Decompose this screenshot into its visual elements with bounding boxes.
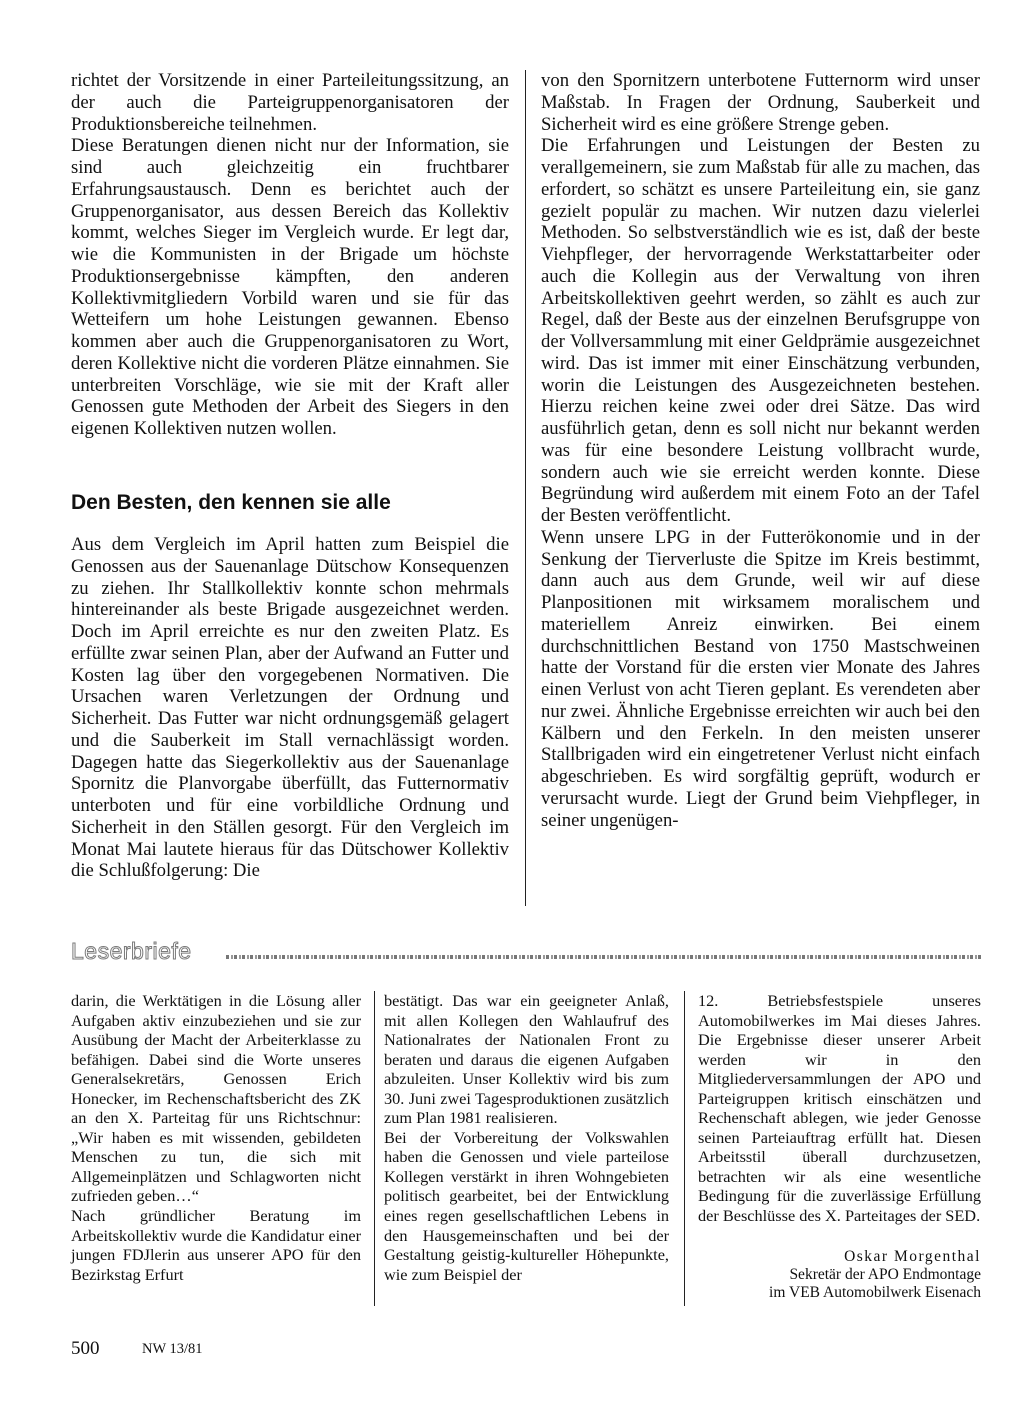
article-paragraph: richtet der Vorsitzende in einer Parteileitungssitzung, an der auch die Parteigruppenorganisatoren der Produktionsbereiche teilnehmen. (71, 70, 509, 135)
section-heading: Den Besten, den kennen sie alle (71, 491, 391, 514)
article-paragraph: von den Spornitzern unterbotene Futternorm wird unser Maßstab. In Fragen der Ordnung, Sauberkeit und Sicherheit wird es eine größere Strenge geben. (541, 70, 980, 135)
letter-paragraph: 12. Betriebsfestspiele unseres Automobilwerkes im Mai dieses Jahres. Die Ergebnisse dieser unserer Arbeit werden wir in den Mitgliederversammlungen der APO und Parteigruppen kritisch einschätzen und Rechenschaft ablegen, wie jeder Genosse seinen Parteiauftrag erfüllt hat. Diesen Arbeitsstil überall durchzusetzen, betrachten wir als eine wesentliche Bedingung für die zuverlässige Erfüllung der Beschlüsse des X. Parteitages der SED. (698, 991, 981, 1226)
letter-paragraph: bestätigt. Das war ein geeigneter Anlaß, mit allen Kollegen den Wahlaufruf des Nationalrates der Nationalen Front zu beraten und daraus die eigenen Aufgaben abzuleiten. Unser Kollektiv wird bis zum 30. Juni zwei Tagesproduktionen zusätzlich zum Plan 1981 realisieren. (384, 991, 669, 1128)
section-rule (226, 955, 982, 959)
letter-paragraph: darin, die Werktätigen in die Lösung aller Aufgaben aktiv einzubeziehen und sie zur Ausübung der Macht der Arbeiterklasse zu befähigen. Dabei sind die Worte unseres Generalsekretärs, Genossen Erich Honecker, im Rechenschaftsbericht des ZK an den X. Parteitag für uns Richtschnur: „Wir haben es mit wissenden, gebildeten Menschen zu tun, die sich mit Allgemeinplätzen und Schlagworten nicht zufrieden geben…“ (71, 991, 361, 1206)
journal-issue: NW 13/81 (142, 1341, 203, 1357)
author-role: Sekretär der APO Endmontage (789, 1266, 981, 1283)
page-number: 500 (71, 1338, 100, 1359)
column-divider (374, 991, 375, 1306)
article-paragraph: Wenn unsere LPG in der Futterökonomie und in der Senkung der Tierverluste die Spitze im Kreis bestimmt, dann auch aus dem Grunde, weil wir auf diese Planpositionen mit wirksamem moralischem und materiellem Anreiz einwirken. Bei einem durchschnittlichen Bestand von 1750 Mastschweinen hatte der Vorstand für die ersten vier Monate des Jahres einen Verlust von acht Tieren geplant. Es verendeten aber nur zwei. Ähnliche Ergebnisse erreichten wir auch bei den Kälbern und den Ferkeln. In den meisten unserer Stallbrigaden wird ein eingetretener Verlust nicht einfach abgeschrieben. Es wird sorgfältig geprüft, wodurch er verursacht wurde. Liegt der Grund beim Viehpfleger, in seiner ungenügen- (541, 526, 980, 831)
letter-signature (769, 1248, 981, 1302)
letter-column-3 (698, 991, 981, 1226)
article-column-right (541, 70, 980, 831)
letter-column-1 (71, 991, 361, 1284)
author-organization: im VEB Automobilwerk Eisenach (769, 1284, 981, 1301)
article-column-left-continued (71, 534, 509, 882)
letter-paragraph: Bei der Vorbereitung der Volkswahlen haben die Genossen und viele parteilose Kollegen verstärkt in ihren Wohngebieten politisch gearbeitet, bei der Entwicklung eines regen gesellschaftlichen Lebens in den Hausgemeinschaften und bei der Gestaltung geistig-kultureller Höhepunkte, wie zum Beispiel der (384, 1127, 669, 1284)
article-column-left (71, 70, 509, 440)
letter-paragraph: Nach gründlicher Beratung im Arbeitskollektiv wurde die Kandidatur einer jungen FDJlerin aus unserer APO für den Bezirkstag Erfurt (71, 1206, 361, 1284)
article-paragraph: Aus dem Vergleich im April hatten zum Beispiel die Genossen aus der Sauenanlage Dütschow Konsequenzen zu ziehen. Ihr Stallkollektiv konnte schon mehrmals hintereinander als beste Brigade ausgezeichnet werden. Doch im April erreichte es nur den zweiten Platz. Es erfüllte zwar seinen Plan, aber der Aufwand an Futter und Kosten lag über den vorgegebenen Normativen. Die Ursachen waren Verletzungen der Ordnung und Sicherheit. Das Futter war nicht ordnungsgemäß gelagert und die Sauberkeit im Stall vernachlässigt worden. Dagegen hatte das Siegerkollektiv aus der Sauenanlage Spornitz die Planvorgabe überfüllt, das Futternormativ unterboten und für eine vorbildliche Ordnung und Sicherheit in den Ställen gesorgt. Für den Vergleich im Monat Mai lautete hieraus für das Dütschower Kollektiv die Schlußfolgerung: Die (71, 534, 509, 882)
column-divider (684, 991, 685, 1306)
column-divider (525, 70, 526, 906)
article-paragraph: Diese Beratungen dienen nicht nur der Information, sie sind auch gleichzeitig ein fruchtbarer Erfahrungsaustausch. Denn es berichtet auch der Gruppenorganisator, aus dessen Bereich das Kollektiv kommt, welches Sieger im Vergleich wurde. Er legt dar, wie die Kommunisten in der Brigade um höchste Produktionsergebnisse kämpften, den anderen Kollektivmitgliedern Vorbild waren und sie für das Wetteifern um hohe Leistungen gewannen. Ebenso kommen aber auch die Gruppenorganisatoren zu Wort, deren Kollektive nicht die vorderen Plätze einnahmen. Sie unterbreiten Vorschläge, wie sie mit der Kraft aller Genossen gute Methoden der Arbeit des Siegers in den eigenen Kollektiven nutzen wollen. (71, 135, 509, 439)
article-paragraph: Die Erfahrungen und Leistungen der Besten zu verallgemeinern, sie zum Maßstab für alle zu machen, das erfordert, so schätzt es unsere Parteileitung ein, sie ganz gezielt populär zu machen. Wir nutzen dazu vielerlei Methoden. So selbstverständlich wie es ist, daß der beste Viehpfleger, der hervorragende Werkstattarbeiter oder auch die Kollegin aus der Verwaltung von ihren Arbeitskollektiven geehrt werden, so zählt es auch zur Regel, daß der Beste aus der einzelnen Berufsgruppe von der Vollversammlung mit einer Geldprämie ausgezeichnet wird. Das ist immer mit einer Einschätzung verbunden, worin die Leistungen des Ausgezeichneten bestehen. Hierzu reichen keine zwei oder drei Sätze. Das wird ausführlich getan, denn es soll nicht nur bekannt werden was für eine besondere Leistung vollbracht wurde, sondern auch wie sie erreicht werden konnte. Diese Begründung wird außerdem mit einem Foto an der Tafel der Besten veröffentlicht. (541, 135, 980, 526)
author-name: Oskar Morgenthal (844, 1248, 981, 1265)
letter-column-2 (384, 991, 669, 1284)
section-label: Leserbriefe (71, 938, 192, 964)
